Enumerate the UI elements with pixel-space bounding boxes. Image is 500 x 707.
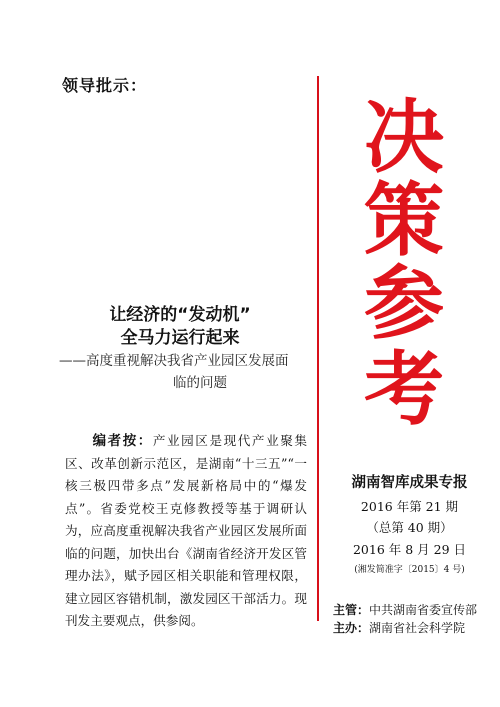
supervisor-label: 主管： [333, 603, 370, 617]
masthead-char-4: 考 [364, 342, 444, 436]
supervisor-value: 中共湖南省委宣传部 [369, 603, 478, 617]
supervisor-line [333, 601, 477, 618]
masthead-char-2: 策 [364, 173, 444, 267]
publication-permit: (湘发简准字〔2015〕4 号) [354, 565, 465, 575]
host-line [333, 619, 465, 636]
masthead-column [319, 0, 500, 707]
editor-note-label: 编者按： [91, 433, 153, 449]
host-value: 湖南省社会科学院 [369, 621, 466, 635]
host-label: 主办： [333, 621, 370, 635]
total-issue-number: （总第 40 期） [366, 520, 453, 535]
editor-note [65, 430, 307, 633]
editor-note-text: 产业园区是现代产业聚集区、改革创新示范区，是湖南“十三五”“一核三极四带多点”发展新格局中的“爆发点”。省委党校王克修教授等基于调研认为，应高度重视解决我省产业园区发展所面临的问题，加快出台《湖南省经济开发区管理办法》，赋予园区相关职能和管理权限，建立园区容错机制，激发园区干部活力。现刊发主要观点，供参阅。 [65, 433, 308, 628]
article-subtitle-line-1: ——高度重视解决我省产业园区发展面 [59, 353, 289, 369]
issue-date: 2016 年 8 月 29 日 [352, 542, 467, 557]
masthead-char-3: 参 [364, 256, 444, 350]
article-title-block [55, 304, 305, 394]
series-title: 湖南智库成果专报 [351, 475, 468, 491]
leader-instructions-label: 领导批示： [62, 76, 148, 95]
article-title-line-1: 让经济的“发动机” [109, 305, 251, 325]
article-title-line-2: 全马力运行起来 [120, 328, 240, 348]
issue-number: 2016 年第 21 期 [360, 499, 459, 514]
masthead-char-1: 决 [364, 90, 444, 184]
article-subtitle-line-2: 临的问题 [173, 375, 227, 391]
